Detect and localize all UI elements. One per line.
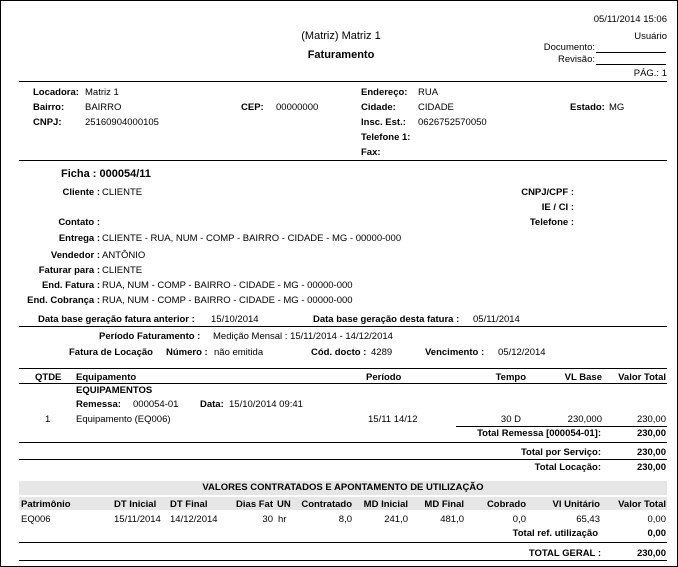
periodo-value: Medição Mensal : 15/11/2014 - 14/12/2014 (213, 331, 393, 342)
divider (19, 160, 667, 161)
locadora-value: Matriz 1 (85, 87, 119, 98)
total-geral-value: 230,00 (636, 548, 666, 559)
locadora-label: Locadora: (33, 87, 79, 98)
divider (19, 383, 667, 384)
revisao-line (596, 64, 666, 65)
end-fatura-label: End. Fatura : (41, 280, 100, 291)
telefone-cliente-label: Telefone : (529, 217, 574, 228)
total-geral-label: TOTAL GERAL : (528, 548, 601, 559)
data-base-anterior-label: Data base geração fatura anterior : (38, 314, 195, 325)
val-header-dt-final: DT Final (170, 499, 208, 510)
vendedor-value: ANTÔNIO (102, 250, 146, 261)
row-valor-total: 230,00 (636, 414, 666, 425)
remessa-data-value: 15/10/2014 09:41 (229, 399, 303, 410)
cod-docto-label: Cód. docto : (311, 347, 367, 358)
val-row-patrimonio: EQ006 (21, 514, 51, 525)
total-locacao-label: Total Locação: (534, 462, 601, 473)
divider (19, 326, 667, 327)
val-row-dt-inicial: 15/11/2014 (114, 514, 161, 525)
fatura-locacao-label: Fatura de Locação (69, 347, 153, 358)
data-base-desta-label: Data base geração desta fatura : (313, 314, 460, 325)
col-header-periodo: Período (366, 372, 402, 383)
telefone-label: Telefone 1: (361, 132, 411, 143)
cliente-label: Cliente : (62, 187, 100, 198)
data-base-desta-value: 05/11/2014 (473, 314, 520, 325)
val-header-cobrado: Cobrado (486, 499, 526, 510)
page-number: PÁG.: 1 (633, 68, 667, 79)
vendedor-label: Vendedor : (50, 250, 100, 261)
page-title: Faturamento (307, 49, 375, 61)
report-datetime: 05/11/2014 15:06 (593, 14, 667, 25)
remessa-data-label: Data: (200, 399, 224, 410)
entrega-label: Entrega : (58, 233, 100, 244)
end-cobranca-value: RUA, NUM - COMP - BAIRRO - CIDADE - MG - 00000-000 (102, 295, 353, 306)
val-row-dias-fat: 30 (262, 514, 273, 525)
val-header-md-inicial: MD Inicial (363, 499, 408, 510)
col-header-tempo: Tempo (495, 372, 526, 383)
col-header-equipamento: Equipamento (76, 372, 137, 383)
cidade-label: Cidade: (361, 102, 396, 113)
val-header-valor-total: Valor Total (618, 499, 666, 510)
endereco-value: RUA (418, 87, 439, 98)
company-name: (Matriz) Matriz 1 (301, 30, 381, 42)
divider (19, 442, 667, 443)
faturar-para-label: Faturar para : (38, 265, 100, 276)
val-row-vl-unitario: 65,43 (576, 514, 600, 525)
cep-label: CEP: (241, 102, 264, 113)
cod-docto-value: 4289 (371, 347, 393, 358)
val-header-md-final: MD Final (424, 499, 464, 510)
cep-value: 00000000 (276, 102, 319, 113)
row-qtde: 1 (45, 414, 51, 425)
estado-label: Estado: (570, 102, 605, 113)
total-servico-label: Total por Serviço: (520, 447, 601, 458)
ie-ci-label: IE / CI : (541, 202, 574, 213)
end-cobranca-label: End. Cobrança : (27, 295, 100, 306)
val-row-dt-final: 14/12/2014 (170, 514, 218, 525)
val-header-patrimonio: Patrimônio (21, 499, 71, 510)
col-header-valor-total: Valor Total (618, 372, 666, 383)
divider (19, 81, 667, 82)
estado-value: MG (609, 102, 625, 113)
documento-line (596, 52, 666, 53)
col-header-qtde: QTDE (35, 372, 62, 383)
faturar-para-value: CLIENTE (102, 265, 143, 276)
cidade-value: CIDADE (418, 102, 454, 113)
bairro-value: BAIRRO (85, 102, 122, 113)
val-header-un: UN (277, 499, 291, 510)
documento-label: Documento: (543, 42, 595, 53)
vencimento-label: Vencimento : (425, 347, 485, 358)
cnpj-label: CNPJ: (33, 117, 62, 128)
total-ref-value: 0,00 (647, 528, 666, 539)
row-equipamento: Equipamento (EQ006) (76, 414, 171, 425)
val-header-dias-fat: Dias Fat (236, 499, 273, 510)
numero-label: Número : (166, 347, 208, 358)
total-servico-value: 230,00 (636, 447, 666, 458)
insc-est-value: 0626752570050 (418, 117, 487, 128)
contato-label: Contato : (58, 217, 100, 228)
val-row-un: hr (278, 514, 287, 525)
ficha-title: Ficha : 000054/11 (61, 168, 151, 180)
fax-label: Fax: (361, 147, 381, 158)
revisao-label: Revisão: (558, 54, 595, 65)
val-row-md-inicial: 241,0 (384, 514, 408, 525)
total-locacao-value: 230,00 (636, 462, 666, 473)
periodo-label: Período Faturamento : (99, 331, 201, 342)
divider (19, 368, 667, 369)
vencimento-value: 05/12/2014 (498, 347, 546, 358)
cliente-value: CLIENTE (102, 187, 143, 198)
end-fatura-value: RUA, NUM - COMP - BAIRRO - CIDADE - MG - 00000-000 (102, 280, 353, 291)
val-row-md-final: 481,0 (440, 514, 464, 525)
col-header-vl-base: VL Base (564, 372, 602, 383)
endereco-label: Endereço: (361, 87, 408, 98)
data-base-anterior-value: 15/10/2014 (211, 314, 259, 325)
numero-value: não emitida (214, 347, 264, 358)
remessa-value: 000054-01 (133, 399, 179, 410)
divider (19, 560, 667, 561)
divider (456, 426, 667, 427)
val-row-valor-total: 0,00 (647, 514, 666, 525)
row-tempo: 30 D (500, 414, 521, 425)
report-user-label: Usuário (634, 31, 667, 42)
val-row-cobrado: 0,0 (512, 514, 526, 525)
val-row-contratado: 8,0 (338, 514, 352, 525)
row-periodo: 15/11 14/12 (368, 414, 418, 425)
val-header-contratado: Contratado (301, 499, 352, 510)
group-title: EQUIPAMENTOS (76, 385, 153, 396)
valores-title: VALORES CONTRATADOS E APONTAMENTO DE UTILIZAÇÃO (202, 482, 484, 493)
cnpj-cpf-label: CNPJ/CPF : (521, 187, 574, 198)
total-ref-label: Total ref. utilização (512, 528, 598, 539)
insc-est-label: Insc. Est.: (361, 117, 406, 128)
total-remessa-value: 230,00 (636, 428, 666, 439)
remessa-label: Remessa: (76, 399, 121, 410)
divider (19, 542, 667, 543)
divider (19, 459, 667, 460)
val-header-vl-unitario: Vl Unitário (552, 499, 600, 510)
bairro-label: Bairro: (33, 102, 65, 113)
cnpj-value: 25160904000105 (85, 117, 159, 128)
total-remessa-label: Total Remessa [000054-01]: (477, 428, 601, 439)
entrega-value: CLIENTE - RUA, NUM - COMP - BAIRRO - CIDADE - MG - 00000-000 (102, 233, 402, 244)
val-header-dt-inicial: DT Inicial (114, 499, 157, 510)
row-vl-base: 230,000 (567, 414, 602, 425)
